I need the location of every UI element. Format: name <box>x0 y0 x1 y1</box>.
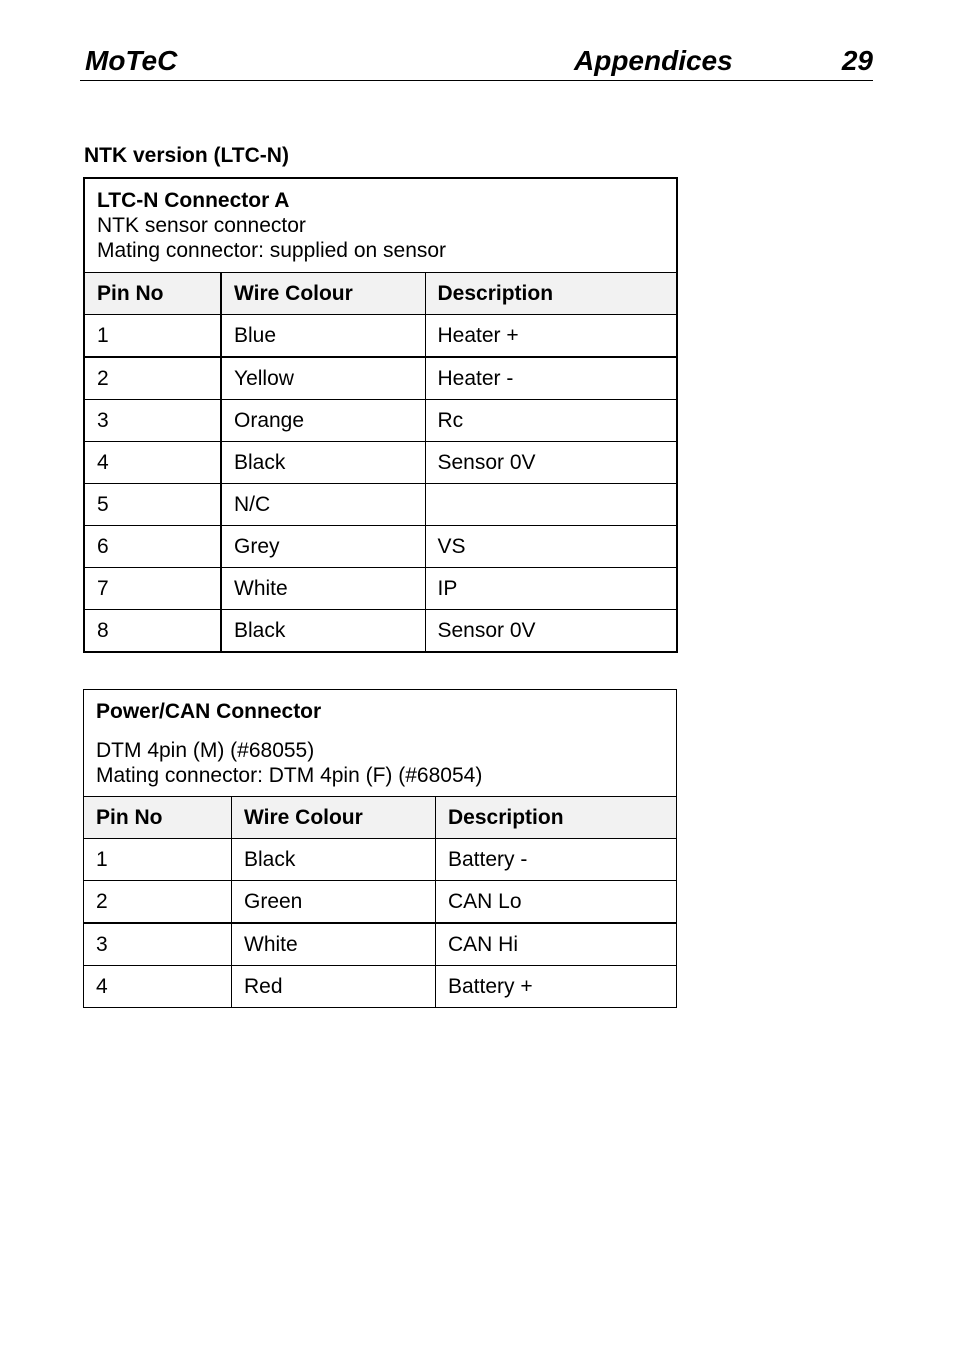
description-cell <box>425 484 677 526</box>
table-row <box>84 839 677 881</box>
power-connector-subtitle: DTM 4pin (M) (#68055) <box>96 738 315 762</box>
column-header-description: Description <box>425 273 677 315</box>
pin-cell: 3 <box>84 400 221 442</box>
description-cell: IP <box>425 568 677 610</box>
column-header-description: Description <box>436 797 677 839</box>
table-row <box>84 966 677 1008</box>
description-cell: CAN Lo <box>436 881 677 924</box>
description-cell: VS <box>425 526 677 568</box>
header-section-title: Appendices <box>574 45 733 76</box>
pin-cell: 1 <box>84 839 232 881</box>
power-connector-header-row <box>84 797 677 839</box>
wire-colour-cell: Blue <box>221 315 425 358</box>
connector-a-title-cell <box>84 178 677 273</box>
table-row <box>84 923 677 966</box>
table-row <box>84 357 677 400</box>
connector-a-subtitle: NTK sensor connector <box>97 214 306 237</box>
wire-colour-cell: Black <box>221 442 425 484</box>
column-header-wire-colour: Wire Colour <box>221 273 425 315</box>
pin-cell: 8 <box>84 610 221 653</box>
table-row <box>84 610 677 653</box>
section-heading: NTK version (LTC-N) <box>84 144 289 167</box>
pin-cell: 4 <box>84 442 221 484</box>
table-row <box>84 568 677 610</box>
wire-colour-cell: Green <box>232 881 436 924</box>
description-cell: Heater + <box>425 315 677 358</box>
wire-colour-cell: White <box>232 923 436 966</box>
title-spacer <box>96 724 664 738</box>
description-cell: Battery - <box>436 839 677 881</box>
page-header <box>80 42 873 81</box>
table-row <box>84 315 677 358</box>
pin-cell: 7 <box>84 568 221 610</box>
wire-colour-cell: Black <box>221 610 425 653</box>
description-cell: Heater - <box>425 357 677 400</box>
power-can-connector-table <box>83 689 677 1008</box>
connector-a-title: LTC-N Connector A <box>97 189 290 212</box>
power-connector-title: Power/CAN Connector <box>96 699 322 723</box>
table-row <box>84 400 677 442</box>
description-cell: Battery + <box>436 966 677 1008</box>
wire-colour-cell: Grey <box>221 526 425 568</box>
pin-cell: 2 <box>84 357 221 400</box>
connector-a-mating: Mating connector: supplied on sensor <box>97 239 447 262</box>
pin-cell: 4 <box>84 966 232 1008</box>
wire-colour-cell: Red <box>232 966 436 1008</box>
wire-colour-cell: White <box>221 568 425 610</box>
table-row <box>84 526 677 568</box>
pin-cell: 3 <box>84 923 232 966</box>
table-row <box>84 484 677 526</box>
column-header-wire-colour: Wire Colour <box>232 797 436 839</box>
column-header-pin: Pin No <box>84 273 221 315</box>
header-page-number: 29 <box>841 45 873 76</box>
description-cell: Sensor 0V <box>425 442 677 484</box>
power-connector-mating: Mating connector: DTM 4pin (F) (#68054) <box>96 763 483 787</box>
connector-a-table <box>83 177 678 653</box>
table-row <box>84 881 677 924</box>
description-cell: Rc <box>425 400 677 442</box>
power-connector-title-cell <box>84 690 677 797</box>
wire-colour-cell: Black <box>232 839 436 881</box>
description-cell: CAN Hi <box>436 923 677 966</box>
wire-colour-cell: Orange <box>221 400 425 442</box>
pin-cell: 5 <box>84 484 221 526</box>
pin-cell: 2 <box>84 881 232 924</box>
wire-colour-cell: N/C <box>221 484 425 526</box>
header-brand: MoTeC <box>85 45 178 76</box>
pin-cell: 1 <box>84 315 221 358</box>
column-header-pin: Pin No <box>84 797 232 839</box>
wire-colour-cell: Yellow <box>221 357 425 400</box>
pin-cell: 6 <box>84 526 221 568</box>
description-cell: Sensor 0V <box>425 610 677 653</box>
table-row <box>84 442 677 484</box>
connector-a-header-row <box>84 273 677 315</box>
